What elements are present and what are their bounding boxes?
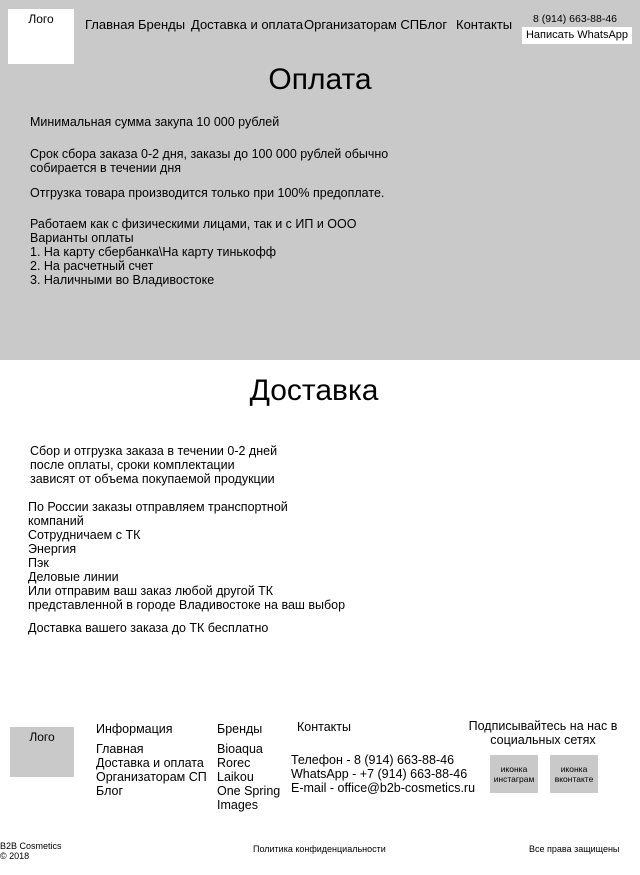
footer-info-link[interactable]: Доставка и оплата [96, 756, 204, 770]
payment-min-order: Минимальная сумма закупа 10 000 рублей [30, 115, 280, 129]
footer-brand-link[interactable]: Laikou [217, 770, 254, 784]
delivery-russia-line: Сотрудничаем с ТК [28, 528, 141, 542]
delivery-russia-line: Пэк [28, 556, 49, 570]
payment-option-line: 3. Наличными во Владивостоке [30, 273, 215, 287]
vk-icon-label: иконка [560, 764, 588, 774]
footer-contacts-title: Контакты [297, 720, 351, 734]
payment-options [30, 217, 356, 287]
footer-copyright: © 2018 [0, 851, 30, 861]
footer-contacts [291, 753, 475, 795]
footer-contact-phone[interactable]: Телефон - 8 (914) 663-88-46 [291, 753, 455, 767]
header-phone[interactable]: 8 (914) 663-88-46 [532, 13, 618, 25]
footer-contact-email[interactable]: E-mail - office@b2b-cosmetics.ru [291, 781, 476, 795]
payment-section [0, 0, 640, 360]
footer-info-link[interactable]: Блог [96, 784, 124, 798]
footer-brand-link[interactable]: Rorec [217, 756, 251, 770]
delivery-russia-line: Энергия [28, 542, 77, 556]
vk-icon[interactable] [550, 755, 598, 793]
footer-contacts-title-wrap [297, 720, 351, 734]
footer-info-title: Информация [96, 722, 173, 736]
instagram-icon-label: иконка [500, 764, 528, 774]
footer-info-link[interactable]: Главная [96, 742, 144, 756]
nav-blog[interactable]: Блог [419, 17, 448, 32]
nav-delivery-payment[interactable]: Доставка и оплата [191, 17, 304, 32]
payment-prepayment: Отгрузка товара производится только при 100% предоплате. [30, 186, 385, 200]
instagram-icon[interactable] [490, 755, 538, 793]
footer-brand-link[interactable]: Images [217, 798, 258, 812]
delivery-russia-line: представленной в городе Владивостоке на ваш выбор [28, 598, 346, 612]
delivery-russia-line: Деловые линии [28, 570, 119, 584]
footer-privacy-link[interactable]: Политика конфиденциальности [253, 844, 386, 854]
delivery-free: Доставка вашего заказа до ТК бесплатно [28, 621, 269, 635]
delivery-title: Доставка [249, 374, 379, 407]
footer-logo[interactable] [10, 727, 74, 777]
footer-brands-title: Бренды [217, 722, 263, 736]
nav-contacts[interactable]: Контакты [456, 17, 513, 32]
footer-info-link[interactable]: Организаторам СП [96, 770, 207, 784]
nav-organizers[interactable]: Организаторам СП [304, 17, 420, 32]
delivery-assembly [30, 444, 277, 486]
payment-terms [30, 147, 388, 175]
footer-logo-label: Лого [29, 730, 55, 744]
footer-company [0, 841, 62, 861]
footer-company-name: B2B Cosmetics [0, 841, 62, 851]
footer-social-title-line: Подписывайтесь на нас в [468, 719, 618, 733]
delivery-russia [28, 500, 345, 612]
nav-home[interactable]: Главная [85, 17, 135, 32]
delivery-russia-line: Или отправим ваш заказ любой другой ТК [28, 584, 274, 598]
delivery-russia-line: По России заказы отправляем транспортной [28, 500, 288, 514]
header-logo-label: Лого [28, 12, 54, 26]
footer-brand-link[interactable]: One Spring [217, 784, 281, 798]
footer-brand-link[interactable]: Bioaqua [217, 742, 263, 756]
payment-option-line: Работаем как с физическими лицами, так и с ИП и ООО [30, 217, 357, 231]
footer-brands [217, 722, 280, 812]
vk-icon-label: вконтакте [554, 774, 594, 784]
instagram-icon-label: инстаграм [493, 774, 535, 784]
payment-option-line: 1. На карту сбербанка\На карту тинькофф [30, 245, 277, 259]
payment-terms-line: Срок сбора заказа 0-2 дня, заказы до 100 000 рублей обычно [30, 147, 389, 161]
footer-contact-whatsapp[interactable]: WhatsApp - +7 (914) 663-88-46 [291, 767, 468, 781]
footer-info [96, 722, 207, 798]
payment-option-line: 2. На расчетный счет [30, 259, 154, 273]
footer-social-title-line: социальных сетях [490, 733, 596, 747]
delivery-assembly-line: Сбор и отгрузка заказа в течении 0-2 дней [30, 444, 278, 458]
payment-terms-line: собирается в течении дня [30, 161, 182, 175]
footer-rights: Все права защищены [529, 844, 620, 854]
delivery-russia-line: компаний [28, 514, 84, 528]
delivery-assembly-line: после оплаты, сроки комплектации [30, 458, 235, 472]
whatsapp-button[interactable]: Написать WhatsApp [522, 27, 632, 44]
footer-social-title [458, 719, 628, 747]
payment-option-line: Варианты оплаты [30, 231, 134, 245]
delivery-assembly-line: зависят от объема покупаемой продукции [30, 472, 275, 486]
nav-brands[interactable]: Бренды [138, 17, 186, 32]
payment-title: Оплата [268, 63, 372, 96]
